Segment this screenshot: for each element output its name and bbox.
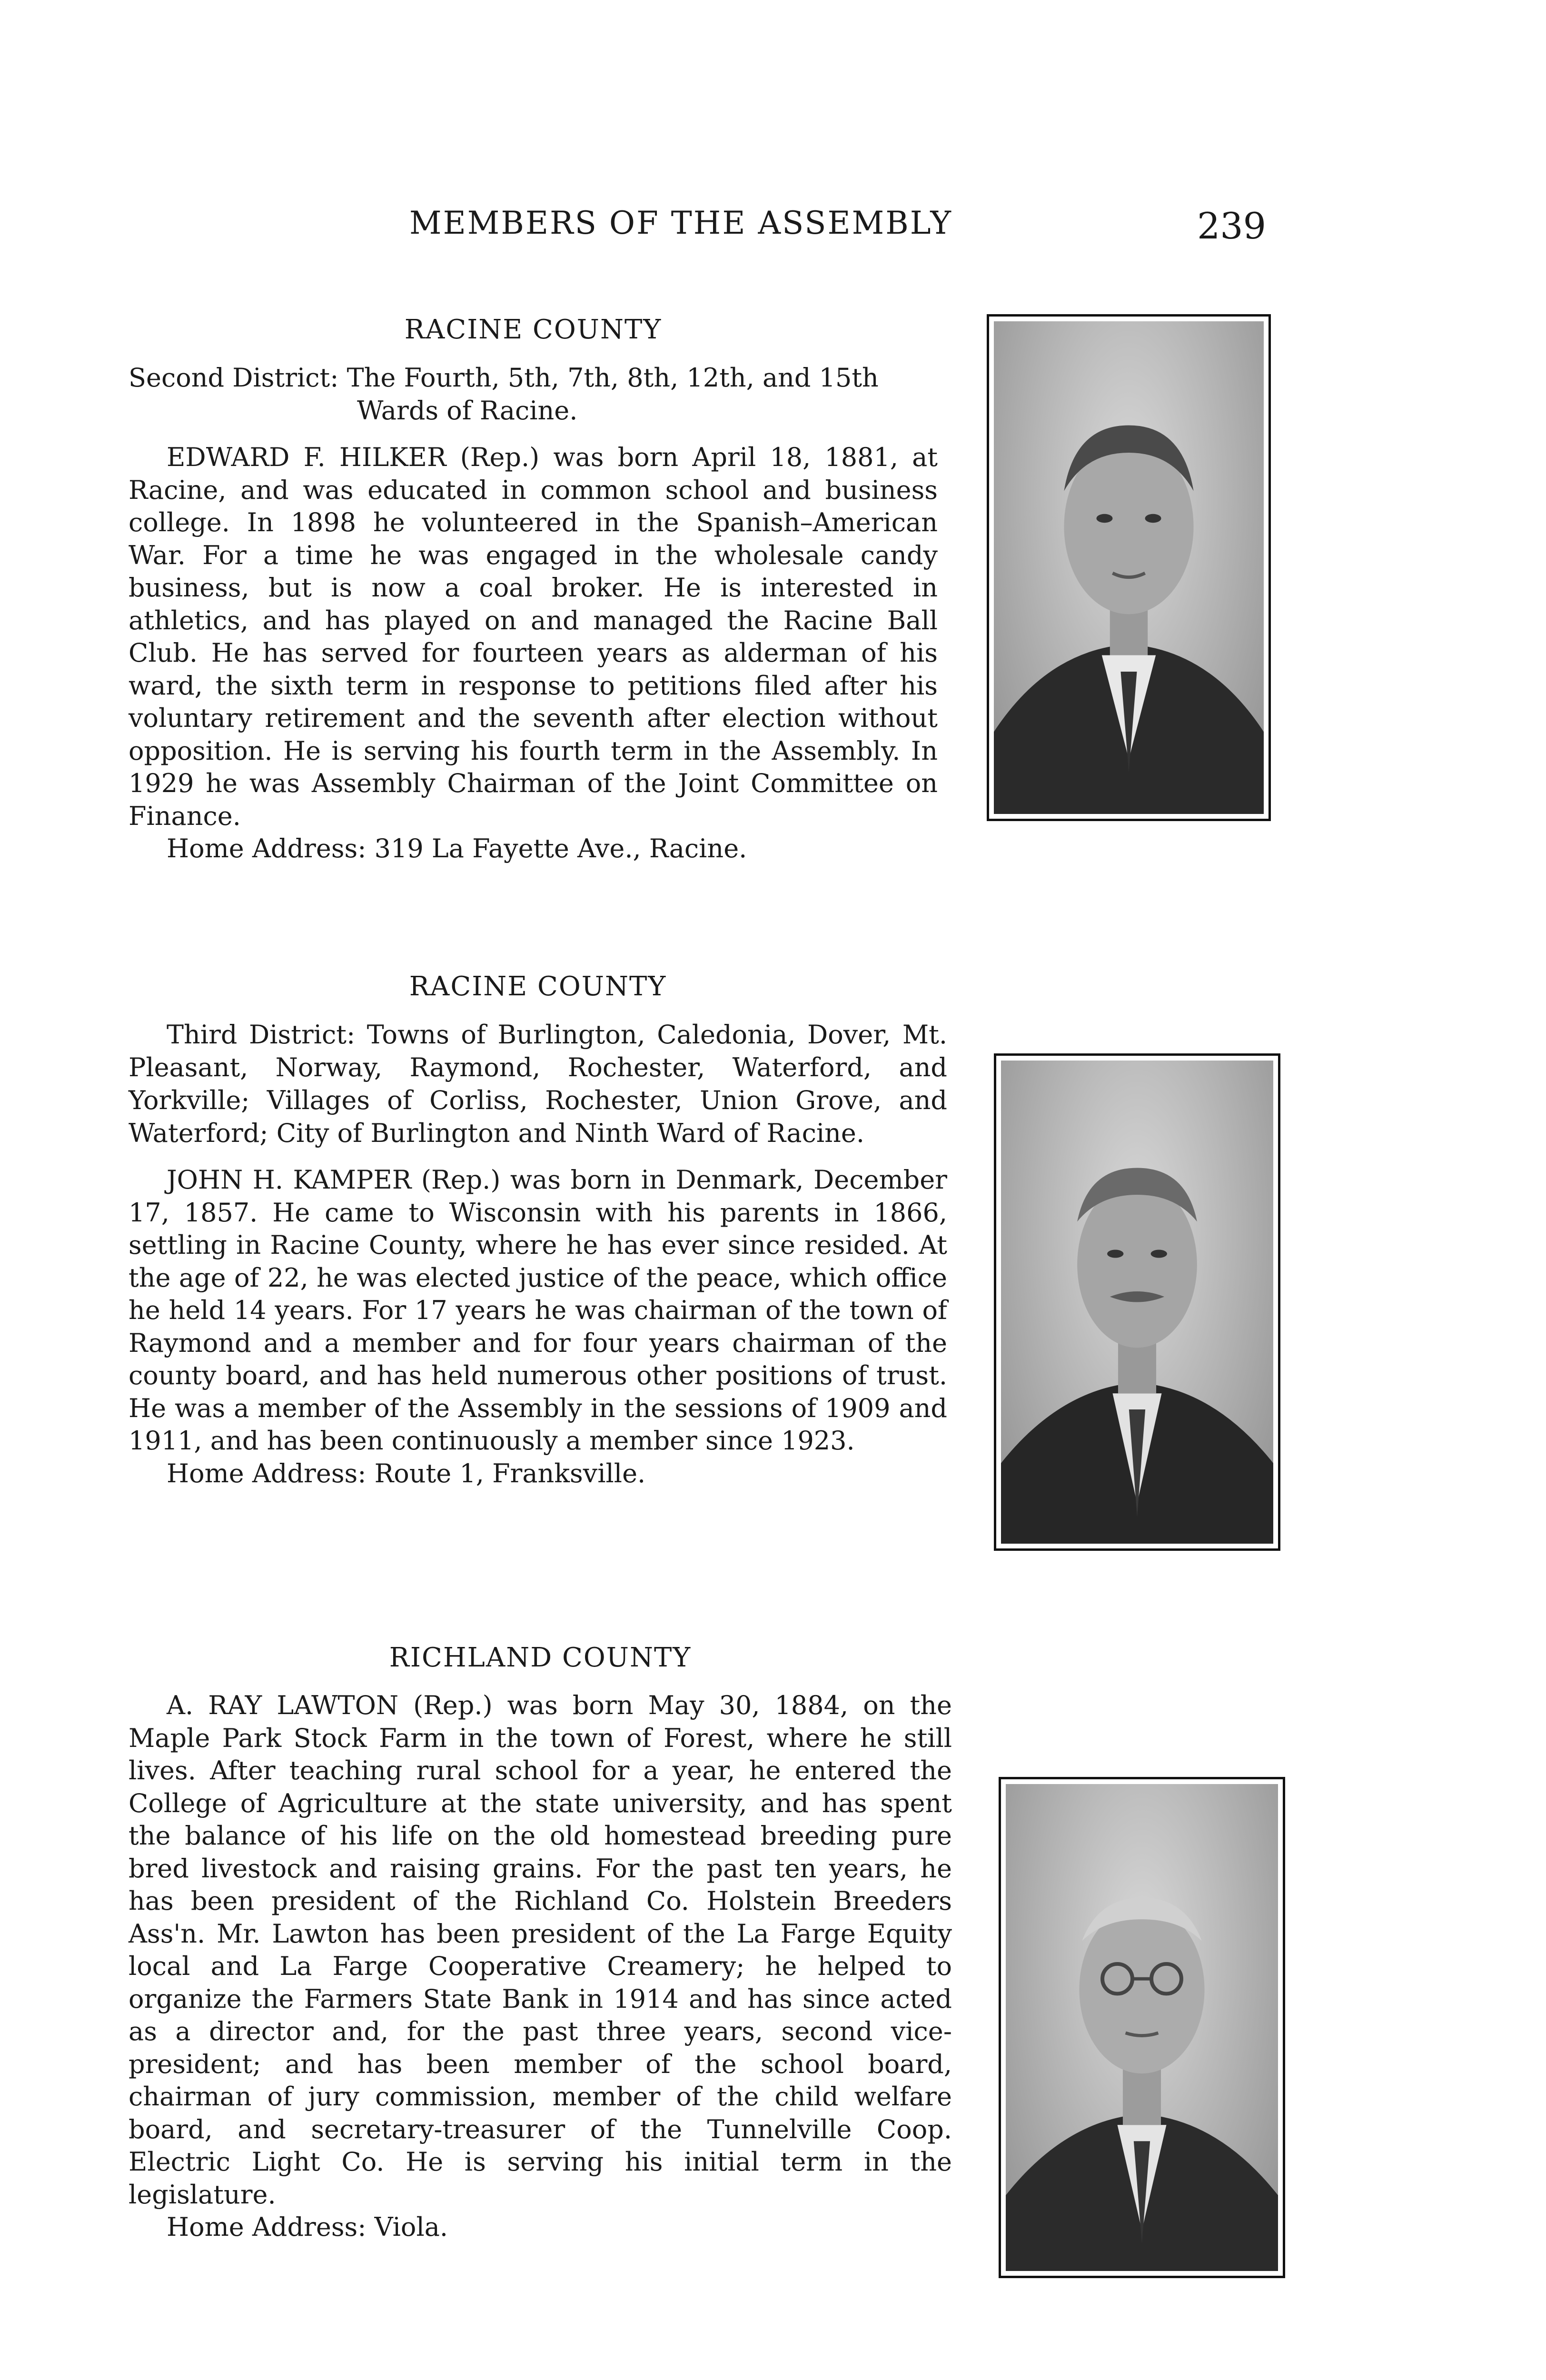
member-biography: EDWARD F. HILKER (Rep.) was born April 18, 1881, at Racine, and was educated in common school and business college. In 1898 he volunteered in the Spanish–American War. For a time he was engaged in the wholesale candy business, but is now a coal broker. He is interested in athletics, and has played on and managed the Racine Ball Club. He has served for fourteen years as alderman of his ward, the sixth term in response to petitions filed after his voluntary retirement and the seventh after election without opposition. He is serving his fourth term in the Assembly. In 1929 he was Assembly Chairman of the Joint Committee on Finance. [129, 442, 938, 831]
county-heading: RACINE COUNTY [409, 971, 667, 1002]
member-biography: JOHN H. KAMPER (Rep.) was born in Denmark, December 17, 1857. He came to Wisconsin with his parents in 1866, settling in Racine County, where he has ever since resided. At the age of 22, he was elected justice of the peace, which office he held 14 years. For 17 years he was chairman of the town of Raymond and a member and for four years chairman of the county board, and has held numerous other positions of trust. He was a member of the Assembly in the sessions of 1909 and 1911, and has been continuously a member since 1923. [129, 1165, 947, 1456]
home-address: Home Address: 319 La Fayette Ave., Racine. [167, 833, 747, 863]
portrait-photo-hilker [987, 314, 1271, 821]
running-head: MEMBERS OF THE ASSEMBLY [409, 205, 952, 241]
member-biography: A. RAY LAWTON (Rep.) was born May 30, 1884, on the Maple Park Stock Farm in the town of Forest, where he still lives. After teaching rural school for a year, he entered the College of Agriculture at the state university, and has spent the balance of his life on the old homestead breeding pure bred livestock and raising grains. For the past ten years, he has been president of the Richland Co. Holstein Breeders Ass'n. Mr. Lawton has been president of the La Farge Equity local and La Farge Cooperative Creamery; he helped to organize the Farmers State Bank in 1914 and has since acted as a director and, for the past three years, second vice-president; and has been member of the school board, chairman of jury commission, member of the child welfare board, and secretary-treasurer of the Tunnelville Coop. Electric Light Co. He is serving his initial term in the legislature. [129, 1690, 952, 2210]
district-description: Second District: The Fourth, 5th, 7th, 8th, 12th, and 15th Wards of Racine. [129, 363, 879, 426]
home-address: Home Address: Route 1, Franksville. [167, 1458, 646, 1488]
portrait-photo-kamper [994, 1053, 1280, 1551]
home-address: Home Address: Viola. [167, 2212, 448, 2242]
entry-text [129, 1642, 952, 2244]
entry-text [129, 971, 947, 1490]
page-header [129, 205, 1266, 262]
district-description: Third District: Towns of Burlington, Caledonia, Dover, Mt. Pleasant, Norway, Raymond, Rochester, Waterford, and Yorkville; Villages of Corliss, Rochester, Union Grove, and Waterford; City of Burlington and Ninth Ward of Racine. [129, 1020, 947, 1148]
entry-text [129, 314, 938, 865]
county-heading: RICHLAND COUNTY [389, 1642, 692, 1673]
county-heading: RACINE COUNTY [404, 314, 662, 345]
page-number: 239 [1197, 205, 1266, 247]
portrait-photo-lawton [999, 1777, 1285, 2278]
